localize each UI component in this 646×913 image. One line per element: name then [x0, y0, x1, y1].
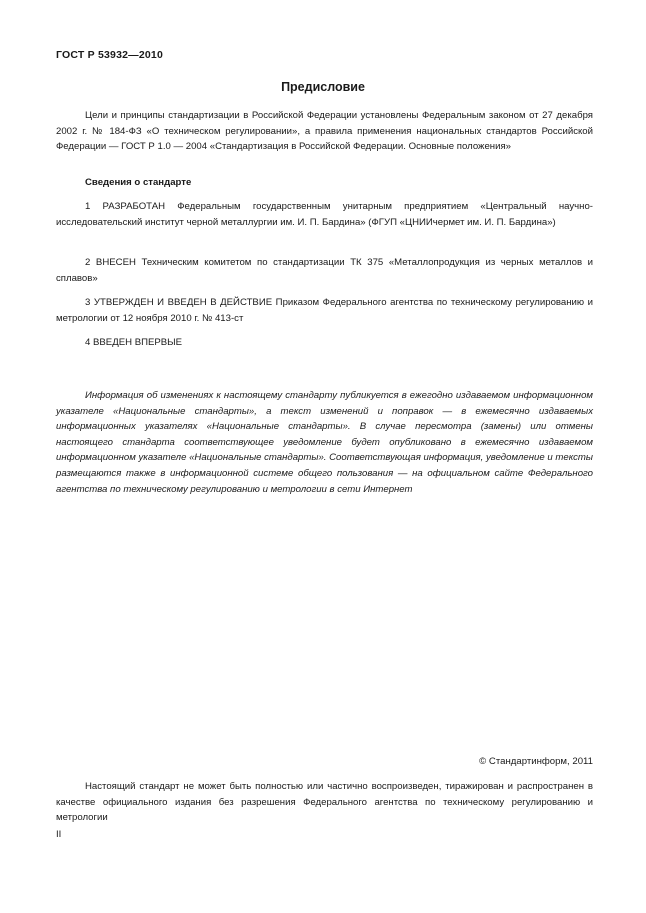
- info-item-submitted: 2 ВНЕСЕН Техническим комитетом по стандартизации ТК 375 «Металлопродукция из черных металлов и сплавов»: [56, 257, 593, 284]
- info-item-developed: 1 РАЗРАБОТАН Федеральным государственным унитарным предприятием «Центральный научно-исследовательский институт черной металлургии им. И. П. Бардина» (ФГУП «ЦНИИчермет им. И. П. Бардина»): [56, 201, 593, 228]
- changes-notice: Информация об изменениях к настоящему стандарту публикуется в ежегодно издаваемом информационном указателе «Национальные стандарты», а текст изменений и поправок — в ежемесячно издаваемых информационных указателях «Национальные стандарты». В случае пересмотра (замены) или отмены настоящего стандарта соответствующее уведомление будет опубликовано в ежемесячно издаваемом информационном указателе «Национальные стандарты». Соответствующая информация, уведомление и тексты размещаются также в информационной системе общего пользования — на официальном сайте Федерального агентства по техническому регулированию и метрологии в сети Интернет: [56, 390, 593, 495]
- standard-id: ГОСТ Р 53932—2010: [56, 49, 164, 61]
- info-heading: Сведения о стандарте: [85, 177, 192, 188]
- intro-paragraph: Цели и принципы стандартизации в Российской Федерации установлены Федеральным законом от 27 декабря 2002 г. № 184-ФЗ «О техническом регулировании», а правила применения национальных стандартов Российской Федерации — ГОСТ Р 1.0 — 2004 «Стандартизация в Российской Федерации. Основные положения»: [56, 110, 593, 153]
- info-item-approved: 3 УТВЕРЖДЕН И ВВЕДЕН В ДЕЙСТВИЕ Приказом Федерального агентства по техническому регулированию и метрологии от 12 ноября 2010 г. № 413-ст: [56, 297, 593, 324]
- copyright: © Стандартинформ, 2011: [479, 756, 593, 767]
- reproduction-notice: Настоящий стандарт не может быть полностью или частично воспроизведен, тиражирован и распространен в качестве официального издания без разрешения Федерального агентства по техническому регулированию и метрологии: [56, 781, 593, 824]
- info-item-first-introduced: 4 ВВЕДЕН ВПЕРВЫЕ: [85, 337, 183, 348]
- page-title: Предисловие: [281, 80, 365, 94]
- page-number: II: [56, 829, 62, 840]
